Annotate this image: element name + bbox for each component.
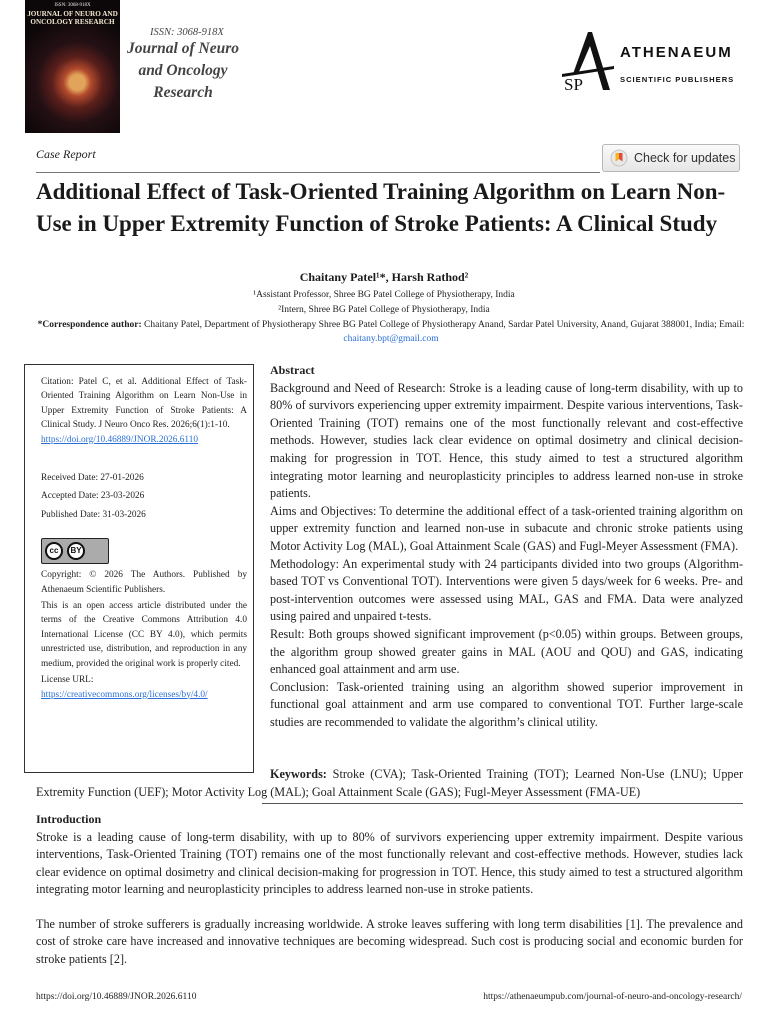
journal-cover-image bbox=[25, 0, 120, 133]
cover-title: JOURNAL OF NEURO AND ONCOLOGY RESEARCH bbox=[27, 10, 118, 26]
by-icon: BY bbox=[67, 542, 85, 560]
crossmark-icon bbox=[610, 149, 628, 167]
journal-title-line: Research bbox=[153, 84, 213, 101]
abstract-methodology: Methodology: An experimental study with 24 participants divided into two groups (Algorithm-based TOT vs Conventional TOT). Interventions were given 5 days/week for 6 weeks. Pre- and post-intervention outcomes were assessed using MAL, GAS and FMA. Data were analyzed using paired and unpaired t-tests. bbox=[270, 556, 743, 624]
keywords-divider bbox=[262, 803, 743, 804]
check-for-updates-label: Check for updates bbox=[634, 151, 736, 165]
article-type: Case Report bbox=[36, 147, 96, 161]
received-date: Received Date: 27-01-2026 bbox=[41, 473, 144, 484]
introduction-heading: Introduction bbox=[36, 812, 102, 826]
introduction-section bbox=[36, 811, 743, 968]
keywords-label: Keywords: bbox=[270, 767, 327, 781]
introduction-paragraph-2: The number of stroke sufferers is gradually increasing worldwide. A stroke leaves suffering with long term disabilities [1]. The prevalence and cost of stroke care have increased and innovative techniques are becoming widespread. Such cost is producing social and economic burden for stroke patients [2]. bbox=[36, 916, 743, 966]
abstract-result: Result: Both groups showed significant improvement (p<0.05) within groups. Between groups, the algorithm group showed greater gains in MAL (AOU and QOU) and GAS, indicating enhanced goal attainment and arm use. bbox=[270, 626, 743, 677]
abstract-conclusion: Conclusion: Task-oriented training using an algorithm showed superior improvement in functional goal attainment and arm use compared to conventional TOT. Further large-scale studies are recommended to validate the algorithm’s clinical utility. bbox=[270, 679, 743, 729]
publisher-subtitle: SCIENTIFIC PUBLISHERS bbox=[620, 75, 735, 84]
published-date: Published Date: 31-03-2026 bbox=[41, 509, 146, 520]
cc-icon: cc bbox=[45, 542, 63, 560]
license-url-link[interactable]: https://creativecommons.org/licenses/by/4.0/ bbox=[41, 689, 208, 700]
footer-doi[interactable]: https://doi.org/10.46889/JNOR.2026.6110 bbox=[36, 992, 197, 1002]
journal-title-line: Journal of Neuro bbox=[127, 40, 239, 57]
affiliation-1: ¹Assistant Professor, Shree BG Patel College of Physiotherapy, India bbox=[253, 290, 515, 300]
logo-letters: SP bbox=[564, 75, 583, 92]
citation-text: Citation: Patel C, et al. Additional Effect of Task-Oriented Training Algorithm on Learn Non-Use in Upper Extremity Function of Stroke Patients: A Clinical Study. J Neuro Onco Res. 2026;6(1):1-10. bbox=[41, 377, 247, 431]
publisher-logo-icon bbox=[558, 30, 616, 92]
keywords-text: Stroke (CVA); Task-Oriented Training (TOT); Learned Non-Use (LNU); Upper Extremity Function (UEF); Motor Activity Log (MAL); Goal Attainment Scale (GAS); Fugl-Meyer Assessment (FMA-UE) bbox=[36, 767, 743, 799]
article-title: Additional Effect of Task-Oriented Training Algorithm on Learn Non-Use in Upper Extremity Function of Stroke Patients: A Clinical Study bbox=[36, 179, 726, 236]
abstract-heading: Abstract bbox=[270, 363, 315, 377]
introduction-paragraph-1: Stroke is a leading cause of long-term disability, with up to 80% of survivors experiencing upper extremity impairment. Despite various interventions, Task-Oriented Training (TOT) remains one of the most functionally relevant and cost-effective methods. However, studies lack clear evidence on optimal dosimetry and clinical decision-making for progression in TOT. Hence, this study aimed to test a structured algorithm integrating motor learning and neuroplasticity principles to address learned non-use in stroke patients. bbox=[36, 829, 743, 896]
accepted-date: Accepted Date: 23-03-2026 bbox=[41, 491, 145, 502]
doi-link[interactable]: https://doi.org/10.46889/JNOR.2026.6110 bbox=[41, 434, 199, 445]
journal-issn: ISSN: 3068-918X bbox=[150, 27, 224, 38]
header-divider bbox=[36, 172, 600, 173]
license-text: This is an open access article distributed under the terms of the Creative Commons Attribution 4.0 International License (CC BY 4.0), which permits unrestricted use, distribution, and reproduction in any medium, provided the original work is properly cited. bbox=[41, 601, 247, 669]
affiliation-2: ²Intern, Shree BG Patel College of Physiotherapy, India bbox=[278, 305, 490, 315]
footer-journal-url[interactable]: https://athenaeumpub.com/journal-of-neuro-and-oncology-research/ bbox=[483, 992, 742, 1002]
email-link[interactable]: chaitany.bpt@gmail.com bbox=[343, 334, 439, 344]
correspondence bbox=[36, 318, 746, 346]
author-list: Chaitany Patel¹*, Harsh Rathod² bbox=[299, 270, 469, 284]
correspondence-label: *Correspondence author: bbox=[37, 320, 142, 330]
copyright-text: Copyright: © 2026 The Authors. Published by Athenaeum Scientific Publishers. bbox=[41, 570, 247, 595]
check-for-updates-button[interactable] bbox=[602, 144, 740, 172]
publisher-name: ATHENAEUM bbox=[620, 44, 733, 61]
keywords bbox=[36, 766, 743, 801]
correspondence-text: Chaitany Patel, Department of Physiotherapy Shree BG Patel College of Physiotherapy Anand, Sardar Patel University, Anand, Gujarat 388001, India; Email: bbox=[141, 320, 745, 330]
cover-issn: ISSN: 3068-918X bbox=[54, 3, 91, 8]
abstract-background: Background and Need of Research: Stroke is a leading cause of long-term disability, with up to 80% of survivors experiencing upper extremity impairment. Despite various interventions, Task-Oriented Training (TOT) remains one of the most functionally relevant and cost-effective methods. However, studies lack clear evidence on optimal dosimetry and clinical decision-making for progression in TOT. Hence, this study aimed to test a structured algorithm integrating motor learning and neuroplasticity principles to address learned non-use in stroke patients. bbox=[270, 380, 743, 501]
article-info-box bbox=[24, 364, 254, 773]
abstract-aims: Aims and Objectives: To determine the additional effect of a task-oriented training algorithm on upper extremity function and learned non-use in subacute and chronic stroke patients using Motor Activity Log (MAL), Goal Attainment Scale (GAS) and Fugl-Meyer Assessment (FMA). bbox=[270, 503, 743, 553]
abstract-section bbox=[270, 362, 743, 731]
cc-by-license-badge bbox=[41, 538, 109, 564]
license-url-label: License URL: bbox=[41, 675, 94, 686]
journal-title bbox=[118, 38, 248, 104]
journal-title-line: and Oncology bbox=[138, 62, 228, 79]
